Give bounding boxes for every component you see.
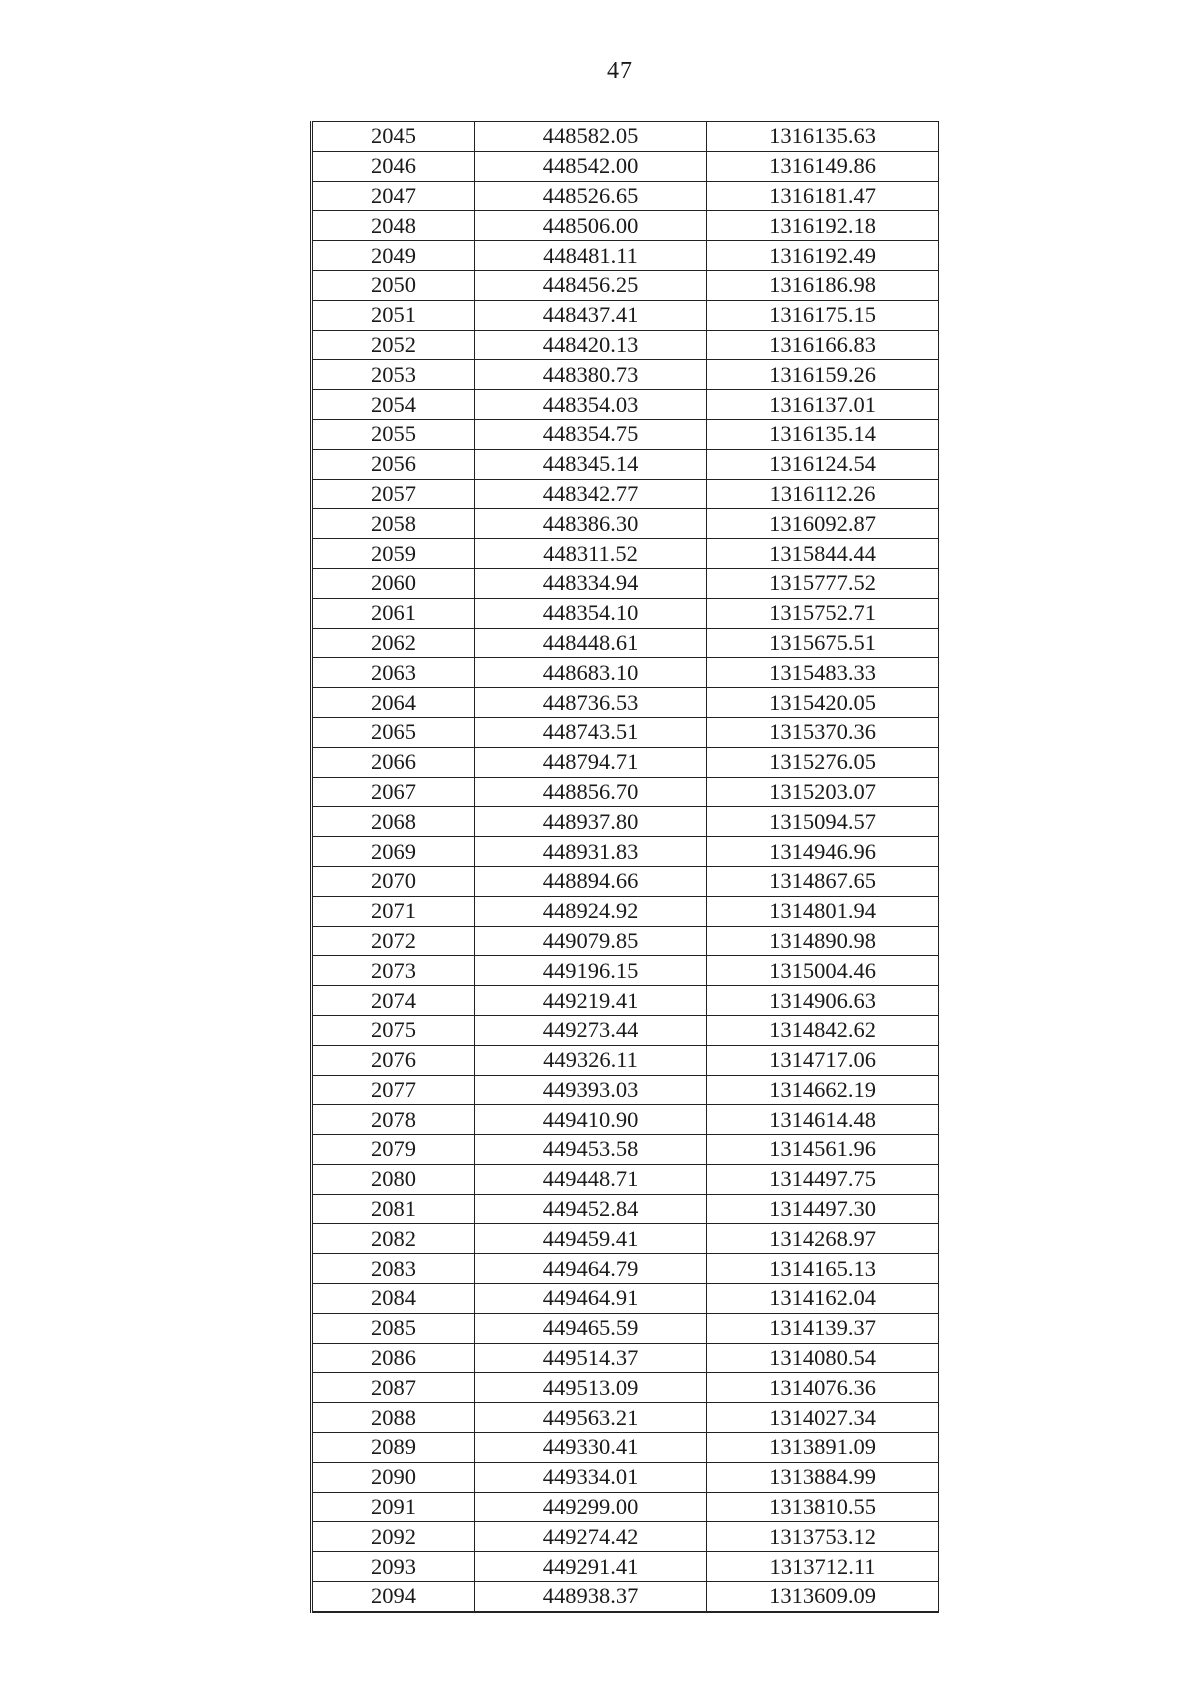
x-coordinate-cell: 448938.37 — [475, 1582, 707, 1612]
point-number-cell: 2072 — [312, 926, 475, 956]
y-coordinate-cell: 1314139.37 — [707, 1313, 939, 1343]
x-coordinate-cell: 448354.75 — [475, 419, 707, 449]
table-row — [312, 1582, 939, 1612]
y-coordinate-cell: 1314165.13 — [707, 1254, 939, 1284]
table-row — [312, 1462, 939, 1492]
point-number-cell: 2081 — [312, 1194, 475, 1224]
y-coordinate-cell: 1314890.98 — [707, 926, 939, 956]
table-row — [312, 479, 939, 509]
y-coordinate-cell: 1316181.47 — [707, 181, 939, 211]
point-number-cell: 2060 — [312, 568, 475, 598]
y-coordinate-cell: 1314614.48 — [707, 1105, 939, 1135]
page-number: 47 — [607, 58, 633, 84]
y-coordinate-cell: 1316159.26 — [707, 360, 939, 390]
coordinates-table-body — [312, 122, 939, 1612]
point-number-cell: 2067 — [312, 777, 475, 807]
x-coordinate-cell: 448542.00 — [475, 151, 707, 181]
x-coordinate-cell: 448380.73 — [475, 360, 707, 390]
table-row — [312, 1015, 939, 1045]
point-number-cell: 2076 — [312, 1045, 475, 1075]
point-number-cell: 2057 — [312, 479, 475, 509]
point-number-cell: 2080 — [312, 1164, 475, 1194]
point-number-cell: 2090 — [312, 1462, 475, 1492]
y-coordinate-cell: 1315370.36 — [707, 717, 939, 747]
point-number-cell: 2092 — [312, 1522, 475, 1552]
point-number-cell: 2069 — [312, 837, 475, 867]
x-coordinate-cell: 448345.14 — [475, 449, 707, 479]
point-number-cell: 2045 — [312, 122, 475, 152]
y-coordinate-cell: 1316149.86 — [707, 151, 939, 181]
point-number-cell: 2074 — [312, 986, 475, 1016]
table-row — [312, 360, 939, 390]
x-coordinate-cell: 448386.30 — [475, 509, 707, 539]
y-coordinate-cell: 1315094.57 — [707, 807, 939, 837]
y-coordinate-cell: 1313712.11 — [707, 1552, 939, 1582]
table-row — [312, 151, 939, 181]
x-coordinate-cell: 448506.00 — [475, 211, 707, 241]
table-row — [312, 1492, 939, 1522]
table-row — [312, 628, 939, 658]
y-coordinate-cell: 1314946.96 — [707, 837, 939, 867]
x-coordinate-cell: 449219.41 — [475, 986, 707, 1016]
x-coordinate-cell: 449330.41 — [475, 1433, 707, 1463]
x-coordinate-cell: 449079.85 — [475, 926, 707, 956]
coordinates-table — [310, 121, 939, 1613]
y-coordinate-cell: 1314497.30 — [707, 1194, 939, 1224]
x-coordinate-cell: 448894.66 — [475, 866, 707, 896]
y-coordinate-cell: 1314906.63 — [707, 986, 939, 1016]
y-coordinate-cell: 1315203.07 — [707, 777, 939, 807]
x-coordinate-cell: 448354.03 — [475, 390, 707, 420]
point-number-cell: 2065 — [312, 717, 475, 747]
table-row — [312, 688, 939, 718]
y-coordinate-cell: 1313753.12 — [707, 1522, 939, 1552]
point-number-cell: 2066 — [312, 747, 475, 777]
x-coordinate-cell: 448924.92 — [475, 896, 707, 926]
x-coordinate-cell: 449459.41 — [475, 1224, 707, 1254]
table-row — [312, 1164, 939, 1194]
table-row — [312, 837, 939, 867]
x-coordinate-cell: 448420.13 — [475, 330, 707, 360]
table-row — [312, 807, 939, 837]
point-number-cell: 2050 — [312, 270, 475, 300]
x-coordinate-cell: 448683.10 — [475, 658, 707, 688]
table-row — [312, 1194, 939, 1224]
y-coordinate-cell: 1316192.18 — [707, 211, 939, 241]
y-coordinate-cell: 1313609.09 — [769, 1583, 876, 1609]
table-row — [312, 598, 939, 628]
point-number-cell: 2082 — [312, 1224, 475, 1254]
point-number-cell: 2059 — [312, 539, 475, 569]
x-coordinate-cell: 449513.09 — [475, 1373, 707, 1403]
point-number-cell: 2088 — [312, 1403, 475, 1433]
table-row — [312, 1313, 939, 1343]
point-number-cell: 2052 — [312, 330, 475, 360]
table-row — [312, 419, 939, 449]
x-coordinate-cell: 449299.00 — [475, 1492, 707, 1522]
table-row — [312, 956, 939, 986]
x-coordinate-cell: 449464.91 — [475, 1284, 707, 1314]
x-coordinate-cell: 448526.65 — [475, 181, 707, 211]
y-coordinate-cell: 1316092.87 — [707, 509, 939, 539]
x-coordinate-cell: 449448.71 — [475, 1164, 707, 1194]
point-number-cell: 2075 — [312, 1015, 475, 1045]
point-number-cell: 2094 — [312, 1582, 475, 1612]
y-coordinate-cell: 1314561.96 — [707, 1135, 939, 1165]
point-number-cell: 2070 — [312, 866, 475, 896]
point-number-cell: 2047 — [312, 181, 475, 211]
point-number-cell: 2093 — [312, 1552, 475, 1582]
point-number-cell: 2063 — [312, 658, 475, 688]
point-number-cell: 2078 — [312, 1105, 475, 1135]
table-row — [312, 926, 939, 956]
table-row — [312, 747, 939, 777]
x-coordinate-cell: 449334.01 — [475, 1462, 707, 1492]
x-coordinate-cell: 448437.41 — [475, 300, 707, 330]
y-coordinate-cell: 1315844.44 — [707, 539, 939, 569]
x-coordinate-cell: 449410.90 — [475, 1105, 707, 1135]
x-coordinate-cell: 448448.61 — [475, 628, 707, 658]
x-coordinate-cell: 449452.84 — [475, 1194, 707, 1224]
table-row — [312, 1254, 939, 1284]
x-coordinate-cell: 448456.25 — [475, 270, 707, 300]
table-row — [312, 181, 939, 211]
x-coordinate-cell: 448856.70 — [475, 777, 707, 807]
table-row — [312, 717, 939, 747]
table-row — [312, 300, 939, 330]
x-coordinate-cell: 448481.11 — [475, 241, 707, 271]
point-number-cell: 2048 — [312, 211, 475, 241]
y-coordinate-cell: 1316124.54 — [707, 449, 939, 479]
point-number-cell: 2083 — [312, 1254, 475, 1284]
x-coordinate-cell: 449326.11 — [475, 1045, 707, 1075]
y-coordinate-cell: 1315777.52 — [707, 568, 939, 598]
point-number-cell: 2084 — [312, 1284, 475, 1314]
x-coordinate-cell: 448937.80 — [475, 807, 707, 837]
point-number-cell: 2071 — [312, 896, 475, 926]
y-coordinate-cell: 1314080.54 — [707, 1343, 939, 1373]
point-number-cell: 2058 — [312, 509, 475, 539]
point-number-cell: 2061 — [312, 598, 475, 628]
y-coordinate-cell: 1313884.99 — [707, 1462, 939, 1492]
point-number-cell: 2073 — [312, 956, 475, 986]
x-coordinate-cell: 448311.52 — [475, 539, 707, 569]
table-row — [312, 539, 939, 569]
x-coordinate-cell: 449514.37 — [475, 1343, 707, 1373]
point-number-cell: 2064 — [312, 688, 475, 718]
x-coordinate-cell: 449274.42 — [475, 1522, 707, 1552]
table-row — [312, 1552, 939, 1582]
table-row — [312, 509, 939, 539]
x-coordinate-cell: 448931.83 — [475, 837, 707, 867]
point-number-cell: 2056 — [312, 449, 475, 479]
y-coordinate-cell: 1316135.63 — [707, 122, 939, 152]
x-coordinate-cell: 448334.94 — [475, 568, 707, 598]
table-row — [312, 241, 939, 271]
table-row — [312, 986, 939, 1016]
x-coordinate-cell: 449563.21 — [475, 1403, 707, 1433]
table-row — [312, 270, 939, 300]
y-coordinate-cell: 1315675.51 — [707, 628, 939, 658]
point-number-cell: 2055 — [312, 419, 475, 449]
point-number-cell: 2087 — [312, 1373, 475, 1403]
point-number-cell: 2049 — [312, 241, 475, 271]
table-row — [312, 658, 939, 688]
x-coordinate-cell: 449291.41 — [475, 1552, 707, 1582]
point-number-cell: 2079 — [312, 1135, 475, 1165]
point-number-cell: 2086 — [312, 1343, 475, 1373]
table-row — [312, 1284, 939, 1314]
table-row — [312, 568, 939, 598]
table-row — [312, 1403, 939, 1433]
table-row — [312, 211, 939, 241]
y-coordinate-cell: 1313810.55 — [707, 1492, 939, 1522]
table-row — [312, 1373, 939, 1403]
table-row — [312, 122, 939, 152]
y-coordinate-cell: 1314027.34 — [707, 1403, 939, 1433]
point-number-cell: 2089 — [312, 1433, 475, 1463]
point-number-cell: 2053 — [312, 360, 475, 390]
y-coordinate-cell: 1316192.49 — [707, 241, 939, 271]
y-coordinate-cell: 1315420.05 — [707, 688, 939, 718]
x-coordinate-cell: 448342.77 — [475, 479, 707, 509]
y-coordinate-cell: 1316112.26 — [707, 479, 939, 509]
table-row — [312, 777, 939, 807]
table-row — [312, 1075, 939, 1105]
point-number-cell: 2062 — [312, 628, 475, 658]
point-number-cell: 2091 — [312, 1492, 475, 1522]
y-coordinate-cell: 1316166.83 — [707, 330, 939, 360]
table-row — [312, 1135, 939, 1165]
y-coordinate-cell: 1316175.15 — [707, 300, 939, 330]
y-coordinate-cell: 1314497.75 — [707, 1164, 939, 1194]
point-number-cell: 2077 — [312, 1075, 475, 1105]
y-coordinate-cell: 1315752.71 — [707, 598, 939, 628]
y-coordinate-cell: 1314801.94 — [707, 896, 939, 926]
table-row — [312, 896, 939, 926]
x-coordinate-cell: 449453.58 — [475, 1135, 707, 1165]
point-number-cell: 2068 — [312, 807, 475, 837]
y-coordinate-cell: 1315483.33 — [707, 658, 939, 688]
table-row — [312, 390, 939, 420]
table-row — [312, 1433, 939, 1463]
x-coordinate-cell: 448736.53 — [475, 688, 707, 718]
y-coordinate-cell: 1314717.06 — [707, 1045, 939, 1075]
y-coordinate-cell: 1316137.01 — [707, 390, 939, 420]
point-number-cell: 2085 — [312, 1313, 475, 1343]
x-coordinate-cell: 448582.05 — [475, 122, 707, 152]
y-coordinate-cell: 1314867.65 — [707, 866, 939, 896]
y-coordinate-cell: 1315004.46 — [707, 956, 939, 986]
x-coordinate-cell: 449465.59 — [475, 1313, 707, 1343]
y-coordinate-cell: 1315276.05 — [707, 747, 939, 777]
table-row — [312, 1045, 939, 1075]
table-row — [312, 1343, 939, 1373]
y-coordinate-cell: 1316186.98 — [707, 270, 939, 300]
y-coordinate-cell: 1314268.97 — [707, 1224, 939, 1254]
table-row — [312, 330, 939, 360]
point-number-cell: 2046 — [312, 151, 475, 181]
y-coordinate-cell: 1314842.62 — [707, 1015, 939, 1045]
y-coordinate-cell: 1316135.14 — [707, 419, 939, 449]
x-coordinate-cell: 448794.71 — [475, 747, 707, 777]
table-row — [312, 449, 939, 479]
x-coordinate-cell: 449393.03 — [475, 1075, 707, 1105]
table-row — [312, 866, 939, 896]
x-coordinate-cell: 448354.10 — [475, 598, 707, 628]
table-row — [312, 1522, 939, 1552]
x-coordinate-cell: 448743.51 — [475, 717, 707, 747]
y-coordinate-cell: 1313891.09 — [707, 1433, 939, 1463]
point-number-cell: 2051 — [312, 300, 475, 330]
table-row — [312, 1224, 939, 1254]
x-coordinate-cell: 449196.15 — [475, 956, 707, 986]
x-coordinate-cell: 449464.79 — [475, 1254, 707, 1284]
x-coordinate-cell: 449273.44 — [475, 1015, 707, 1045]
y-coordinate-cell: 1314662.19 — [707, 1075, 939, 1105]
point-number-cell: 2054 — [312, 390, 475, 420]
y-coordinate-cell: 1314076.36 — [707, 1373, 939, 1403]
table-row — [312, 1105, 939, 1135]
y-coordinate-cell: 1314162.04 — [707, 1284, 939, 1314]
